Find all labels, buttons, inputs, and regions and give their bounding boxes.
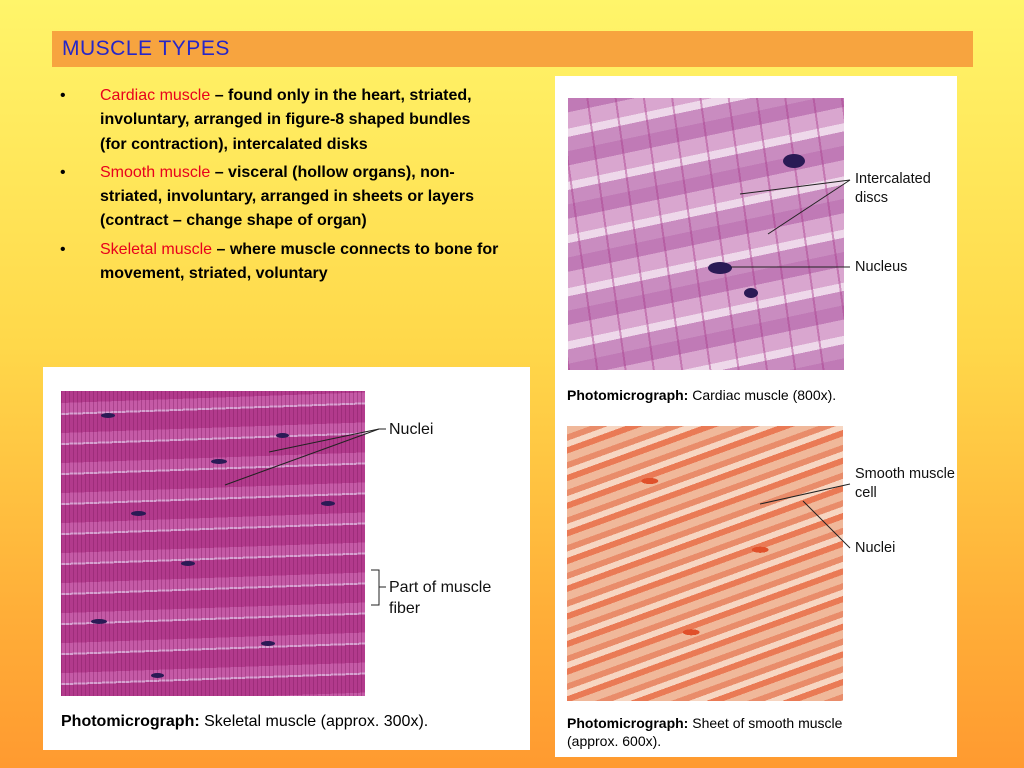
skeletal-leader-lines	[43, 367, 530, 750]
caption-text: Cardiac muscle (800x).	[688, 387, 837, 403]
title-bar	[52, 31, 973, 67]
cardiac-smooth-figure	[555, 76, 957, 757]
term-cardiac: Cardiac muscle	[100, 87, 211, 104]
label-smooth-muscle-cell: Smooth muscle cell	[855, 466, 955, 501]
caption-text: Skeletal muscle (approx. 300x).	[199, 713, 429, 730]
desc-smooth: – visceral (hollow organs), non-striated, involuntary, arranged in sheets or layers (contract – change shape of organ)	[100, 163, 475, 230]
term-skeletal: Skeletal muscle	[100, 240, 213, 258]
label-muscle-fiber: Part of muscle fiber	[389, 579, 492, 617]
bullet-marker: •	[60, 240, 66, 258]
bullet-list	[60, 84, 500, 290]
caption-lead: Photomicrograph:	[567, 715, 689, 731]
term-smooth: Smooth muscle	[100, 163, 211, 181]
slide-title: MUSCLE TYPES	[62, 37, 230, 60]
label-nucleus: Nucleus	[855, 259, 908, 275]
bullet-marker: •	[60, 87, 66, 104]
skeletal-figure	[43, 367, 530, 750]
bullet-marker: •	[60, 163, 66, 181]
smooth-caption	[567, 714, 887, 750]
label-smooth-nuclei: Nuclei	[855, 540, 896, 556]
label-intercalated-discs: Intercalated discs	[855, 171, 931, 206]
desc-cardiac: – found only in the heart, striated, involuntary, arranged in figure-8 shaped bundles (for contraction), intercalated disks	[100, 87, 472, 153]
skeletal-caption	[61, 713, 428, 731]
caption-lead: Photomicrograph:	[61, 713, 200, 730]
label-nuclei: Nuclei	[389, 421, 434, 438]
cardiac-caption	[567, 386, 836, 404]
desc-skeletal: – where muscle connects to bone for movement, striated, voluntary	[100, 240, 499, 283]
caption-text: Sheet of smooth muscle (approx. 600x).	[567, 715, 843, 749]
bullet-smooth	[60, 161, 500, 234]
bullet-cardiac	[60, 84, 500, 157]
bullet-skeletal	[60, 238, 500, 287]
caption-lead: Photomicrograph:	[567, 387, 689, 403]
